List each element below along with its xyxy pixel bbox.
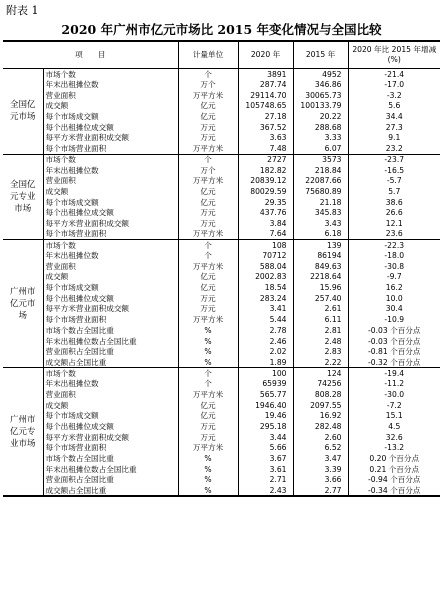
row-item: 每个出租摊位成交额 [43,293,178,304]
row-value-2020: 65939 [238,378,293,389]
row-unit: 万平方米 [178,143,238,154]
table-row [3,464,440,475]
row-value-2015: 346.86 [293,79,348,90]
row-value-2020: 1946.40 [238,400,293,411]
row-value-2020: 2.02 [238,346,293,357]
row-unit: 万元 [178,432,238,443]
group-label: 广州市亿元专业市场 [3,368,43,496]
row-value-2020: 100 [238,368,293,379]
row-unit: 万元 [178,293,238,304]
row-item: 成交额占全国比重 [43,357,178,368]
row-value-2015: 2.77 [293,485,348,496]
row-item: 营业面积 [43,175,178,186]
table-row [3,400,440,411]
row-unit: 万平方米 [178,443,238,454]
comparison-table [3,40,440,497]
row-item: 每个市场营业面积 [43,229,178,240]
row-value-2020: 2.71 [238,475,293,486]
row-change: 0.21 个百分点 [369,464,420,474]
row-value-2020: 287.74 [238,79,293,90]
row-value-2015: 22087.66 [293,175,348,186]
row-value-2015: 124 [293,368,348,379]
row-unit: 万平方米 [178,314,238,325]
row-value-2020: 29114.70 [238,90,293,101]
row-value-2015: 3.47 [293,453,348,464]
header-unit: 计量单位 [178,41,238,69]
row-item: 市场个数 [43,368,178,379]
row-unit: 万元 [178,304,238,315]
row-change: -16.5 [384,165,405,175]
row-change: -18.0 [384,251,405,261]
row-value-2020: 3.44 [238,432,293,443]
row-item: 每个出租摊位成交额 [43,207,178,218]
table-row [3,368,440,379]
row-value-2015: 20.22 [293,111,348,122]
row-change: 5.6 [388,101,401,111]
row-unit: 亿元 [178,272,238,283]
row-change: -0.03 个百分点 [368,325,421,335]
table-header [3,41,440,69]
row-item: 年末出租摊位数占全国比重 [43,464,178,475]
table-row [3,250,440,261]
row-unit: 万平方米 [178,229,238,240]
row-unit: 亿元 [178,101,238,112]
row-item: 每个市场成交额 [43,111,178,122]
row-value-2015: 30065.73 [293,90,348,101]
row-value-2020: 5.44 [238,314,293,325]
row-value-2020: 565.77 [238,389,293,400]
table-row [3,218,440,229]
row-value-2020: 20839.12 [238,175,293,186]
row-value-2015: 2.22 [293,357,348,368]
table-row [3,175,440,186]
row-change: 26.6 [385,208,403,218]
table-row [3,240,440,251]
header-2020: 2020 年 [238,41,293,69]
row-item: 每平方米营业面积成交额 [43,304,178,315]
row-value-2020: 18.54 [238,282,293,293]
row-unit: % [178,357,238,368]
row-unit: 亿元 [178,197,238,208]
row-item: 成交额 [43,272,178,283]
row-item: 市场个数 [43,154,178,165]
row-change: -7.2 [386,400,402,410]
row-change: -23.7 [348,154,440,165]
row-change: 4.5 [388,422,401,432]
row-change: -0.34 个百分点 [368,485,421,495]
row-unit: % [178,346,238,357]
row-change: 5.7 [388,186,401,196]
table-row [3,325,440,336]
table-row [3,485,440,496]
table-row [3,475,440,486]
table-row [3,272,440,283]
row-unit: 万元 [178,218,238,229]
row-value-2020: 7.48 [238,143,293,154]
row-item: 成交额占全国比重 [43,485,178,496]
table-row [3,261,440,272]
row-item: 成交额 [43,186,178,197]
table-row [3,336,440,347]
row-item: 每平方米营业面积成交额 [43,432,178,443]
row-item: 年末出租摊位数 [43,165,178,176]
table-row [3,207,440,218]
table-row [3,357,440,368]
table-title: 2020 年广州市亿元市场比 2015 年变化情况与全国比较 [61,22,382,37]
group-label: 全国亿元市场 [3,69,43,155]
row-change: -19.4 [348,368,440,379]
row-value-2015: 100133.79 [293,101,348,112]
row-change: -11.2 [384,379,405,389]
row-unit: % [178,453,238,464]
row-value-2015: 3.43 [293,218,348,229]
table-body [3,69,440,497]
table-row [3,122,440,133]
row-item: 每个出租摊位成交额 [43,421,178,432]
row-item: 每平方米营业面积成交额 [43,218,178,229]
row-unit: 万平方米 [178,90,238,101]
row-value-2020: 2.46 [238,336,293,347]
row-unit: 个 [178,240,238,251]
row-value-2015: 282.48 [293,421,348,432]
row-item: 市场个数 [43,240,178,251]
row-value-2015: 257.40 [293,293,348,304]
row-value-2015: 218.84 [293,165,348,176]
row-unit: 个 [178,69,238,80]
row-change: -21.4 [348,69,440,80]
row-item: 市场个数占全国比重 [43,325,178,336]
row-unit: 万平方米 [178,261,238,272]
row-value-2020: 182.82 [238,165,293,176]
row-change: 23.2 [385,143,403,153]
row-change: -5.7 [386,176,402,186]
row-item: 成交额 [43,101,178,112]
row-value-2015: 2.83 [293,346,348,357]
row-value-2020: 283.24 [238,293,293,304]
row-value-2015: 849.63 [293,261,348,272]
row-value-2015: 288.68 [293,122,348,133]
row-value-2020: 2.78 [238,325,293,336]
row-value-2020: 367.52 [238,122,293,133]
row-value-2020: 3891 [238,69,293,80]
row-value-2015: 6.18 [293,229,348,240]
table-row [3,111,440,122]
row-value-2015: 2.48 [293,336,348,347]
row-item: 年末出租摊位数 [43,250,178,261]
row-unit: 万平方米 [178,389,238,400]
row-change: -17.0 [384,80,405,90]
row-unit: 万元 [178,122,238,133]
row-item: 每个市场成交额 [43,282,178,293]
row-value-2020: 70712 [238,250,293,261]
row-unit: 万个 [178,79,238,90]
row-item: 营业面积占全国比重 [43,346,178,357]
row-item: 营业面积 [43,389,178,400]
row-value-2020: 105748.65 [238,101,293,112]
row-change: 38.6 [385,197,403,207]
row-item: 营业面积 [43,90,178,101]
row-value-2015: 3.39 [293,464,348,475]
table-row [3,165,440,176]
row-change: 32.6 [385,432,403,442]
table-row [3,314,440,325]
row-value-2020: 2727 [238,154,293,165]
row-change: -22.3 [348,240,440,251]
row-change: -30.0 [384,389,405,399]
row-value-2020: 3.67 [238,453,293,464]
row-value-2015: 74256 [293,378,348,389]
row-item: 营业面积占全国比重 [43,475,178,486]
row-value-2015: 3.33 [293,133,348,144]
row-change: -9.7 [386,272,402,282]
row-change: -0.81 个百分点 [368,347,421,357]
row-value-2015: 2.60 [293,432,348,443]
row-value-2020: 3.63 [238,133,293,144]
row-value-2015: 2218.64 [293,272,348,283]
row-change: -0.94 个百分点 [368,475,421,485]
table-row [3,197,440,208]
row-unit: 亿元 [178,186,238,197]
row-change: -3.2 [386,90,402,100]
row-value-2015: 6.52 [293,443,348,454]
row-change: 23.6 [385,229,403,239]
row-value-2020: 3.84 [238,218,293,229]
row-value-2020: 2002.83 [238,272,293,283]
row-item: 年末出租摊位数 [43,79,178,90]
row-change: 9.1 [388,133,401,143]
table-row [3,411,440,422]
table-row [3,79,440,90]
table-row [3,90,440,101]
row-unit: 万平方米 [178,175,238,186]
row-value-2015: 6.11 [293,314,348,325]
row-value-2020: 588.04 [238,261,293,272]
row-change: 34.4 [385,112,403,122]
row-unit: % [178,336,238,347]
row-item: 每个市场成交额 [43,411,178,422]
row-value-2015: 75680.89 [293,186,348,197]
header-item: 项 目 [3,41,178,69]
row-unit: 个 [178,368,238,379]
row-change: -10.9 [384,315,405,325]
row-item: 每个市场营业面积 [43,443,178,454]
row-unit: 个 [178,154,238,165]
row-unit: % [178,485,238,496]
row-value-2015: 2.81 [293,325,348,336]
group-label: 全国亿元专业市场 [3,154,43,240]
row-change: 15.1 [385,411,403,421]
row-item: 每个市场成交额 [43,197,178,208]
row-value-2015: 808.28 [293,389,348,400]
row-value-2020: 1.89 [238,357,293,368]
row-unit: 万个 [178,165,238,176]
row-value-2020: 7.64 [238,229,293,240]
row-unit: % [178,325,238,336]
row-change: -0.32 个百分点 [368,357,421,367]
row-change: -13.2 [384,443,405,453]
row-item: 市场个数占全国比重 [43,453,178,464]
row-change: 12.1 [385,218,403,228]
row-item: 成交额 [43,400,178,411]
row-value-2020: 19.46 [238,411,293,422]
table-row [3,69,440,80]
row-unit: 亿元 [178,111,238,122]
row-value-2015: 6.07 [293,143,348,154]
table-row [3,421,440,432]
table-row [3,346,440,357]
table-row [3,154,440,165]
table-row [3,143,440,154]
row-value-2015: 15.96 [293,282,348,293]
row-unit: 个 [178,250,238,261]
row-change: 16.2 [385,283,403,293]
row-value-2015: 3.66 [293,475,348,486]
row-unit: 亿元 [178,400,238,411]
row-change: 30.4 [385,304,403,314]
row-change: 0.20 个百分点 [369,454,420,464]
row-value-2015: 16.92 [293,411,348,422]
row-item: 每个市场营业面积 [43,314,178,325]
group-label: 广州市亿元市场 [3,240,43,368]
row-value-2020: 29.35 [238,197,293,208]
row-value-2020: 80029.59 [238,186,293,197]
row-change: -0.03 个百分点 [368,336,421,346]
table-row [3,229,440,240]
row-unit: % [178,464,238,475]
table-row [3,453,440,464]
row-value-2015: 2.61 [293,304,348,315]
row-value-2020: 3.61 [238,464,293,475]
table-row [3,282,440,293]
row-value-2020: 27.18 [238,111,293,122]
table-row [3,443,440,454]
header-change: 2020 年比 2015 年增减(%) [352,45,437,64]
row-value-2020: 5.66 [238,443,293,454]
row-unit: 万元 [178,421,238,432]
table-row [3,378,440,389]
row-value-2015: 21.18 [293,197,348,208]
row-unit: 个 [178,378,238,389]
row-unit: 万元 [178,133,238,144]
row-value-2015: 4952 [293,69,348,80]
row-value-2015: 86194 [293,250,348,261]
table-row [3,101,440,112]
row-item: 年末出租摊位数 [43,378,178,389]
table-row [3,186,440,197]
row-value-2020: 2.43 [238,485,293,496]
row-item: 每个市场营业面积 [43,143,178,154]
row-value-2015: 139 [293,240,348,251]
row-value-2015: 3573 [293,154,348,165]
attachment-label: 附表 1 [6,4,39,17]
row-item: 市场个数 [43,69,178,80]
row-item: 营业面积 [43,261,178,272]
table-row [3,293,440,304]
row-unit: 亿元 [178,282,238,293]
row-change: 27.3 [385,122,403,132]
row-value-2020: 295.18 [238,421,293,432]
row-value-2015: 2097.55 [293,400,348,411]
row-value-2015: 345.83 [293,207,348,218]
row-item: 每个出租摊位成交额 [43,122,178,133]
row-item: 每平方米营业面积成交额 [43,133,178,144]
row-value-2020: 108 [238,240,293,251]
table-row [3,304,440,315]
row-item: 年末出租摊位数占全国比重 [43,336,178,347]
table-row [3,133,440,144]
row-unit: 万元 [178,207,238,218]
row-unit: % [178,475,238,486]
row-change: 10.0 [385,293,403,303]
row-value-2020: 3.41 [238,304,293,315]
row-change: -30.8 [384,261,405,271]
table-row [3,389,440,400]
header-2015: 2015 年 [293,41,348,69]
row-unit: 亿元 [178,411,238,422]
row-value-2020: 437.76 [238,207,293,218]
table-row [3,432,440,443]
